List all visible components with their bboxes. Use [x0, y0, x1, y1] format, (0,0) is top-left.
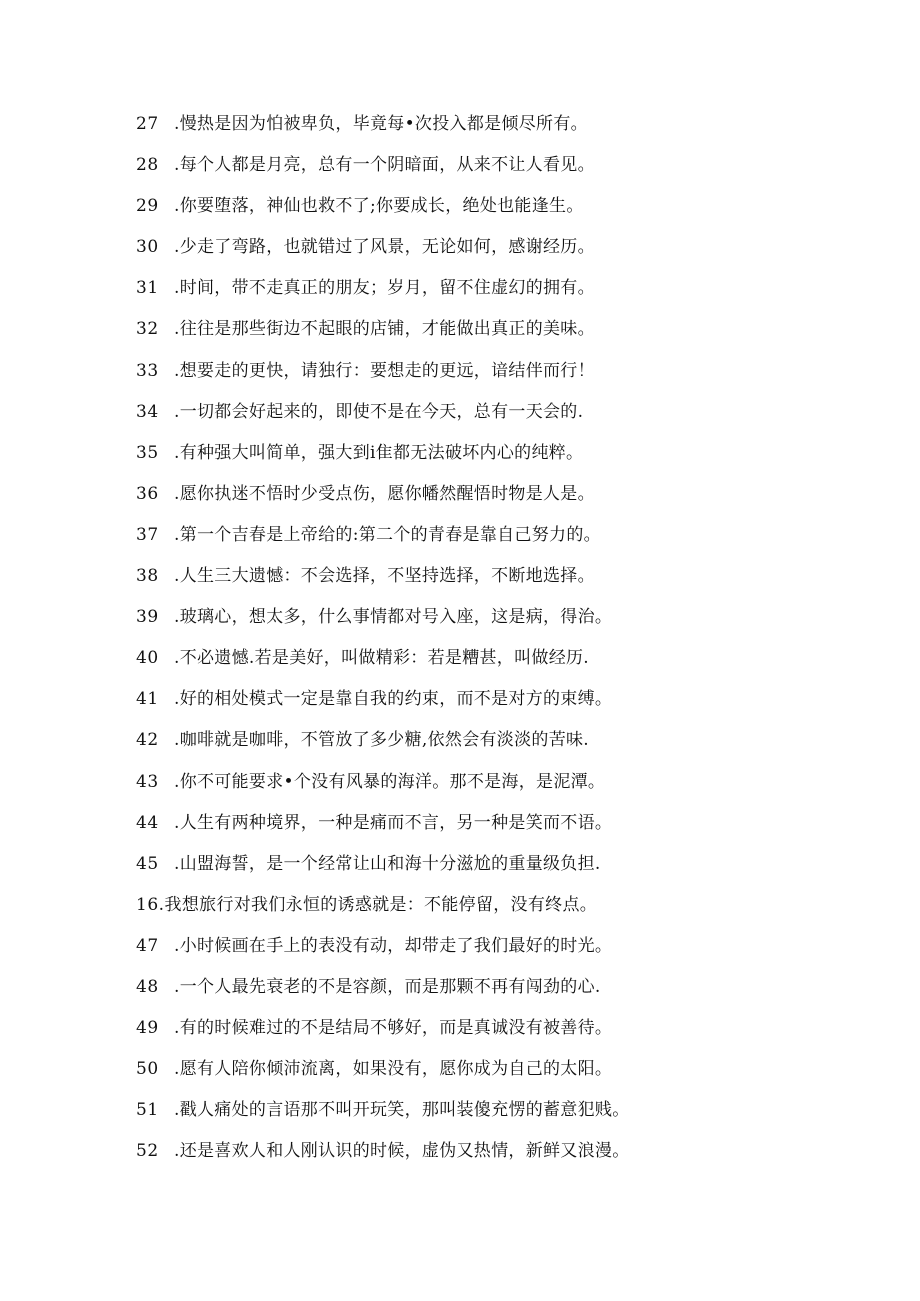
item-number: 34 [136, 401, 159, 422]
item-text: .有的时候难过的不是结局不够好，而是真诚没有被善待。 [174, 1018, 613, 1039]
item-text: .有种强大叫简单，强大到i隹都无法破坏内心的纯粹。 [174, 442, 584, 463]
item-number: 47 [136, 935, 159, 956]
list-item [136, 521, 856, 562]
item-number: 48 [136, 976, 159, 997]
item-text: .小时候画在手上的表没有动，却带走了我们最好的时光。 [174, 935, 613, 956]
list-item [136, 1055, 856, 1096]
item-number: 44 [136, 812, 159, 833]
item-text: .玻璃心，想太多，什么事情都对号入座，这是病，得治。 [174, 607, 613, 628]
quote-list [136, 110, 856, 1178]
item-number: 35 [136, 442, 159, 463]
item-number: 49 [136, 1018, 159, 1039]
list-item [136, 439, 856, 480]
item-text: .一切都会好起来的，即使不是在今天，总有一天会的. [174, 401, 584, 422]
item-text: .人生有两种境界，一种是痛而不言，另一种是笑而不语。 [174, 812, 613, 833]
item-number: 40 [136, 648, 159, 669]
list-item [136, 685, 856, 726]
item-number: 32 [136, 319, 159, 340]
item-text: .每个人都是月亮，总有一个阴暗面，从来不让人看见。 [174, 155, 595, 176]
item-number: 29 [136, 196, 159, 217]
list-item [136, 644, 856, 685]
item-text: .愿有人陪你倾沛流离，如果没有，愿你成为自己的太阳。 [174, 1059, 613, 1080]
item-text: .人生三大遗憾：不会选择，不坚持选择，不断地选择。 [174, 566, 595, 587]
item-text: .想要走的更快，请独行：要想走的更远，谙结伴而行！ [174, 360, 595, 381]
item-number: 31 [136, 278, 159, 299]
list-item [136, 1137, 856, 1178]
item-number: 42 [136, 730, 159, 751]
item-number: 38 [136, 566, 159, 587]
list-item [136, 1096, 856, 1137]
list-item [136, 233, 856, 274]
list-item [136, 850, 856, 891]
list-item [136, 480, 856, 521]
item-number: 30 [136, 237, 159, 258]
item-number: 43 [136, 771, 159, 792]
item-number: 52 [136, 1141, 159, 1162]
item-text: .第一个吉春是上帝给的:第二个的青春是靠自己努力的。 [174, 524, 601, 545]
item-text: .还是喜欢人和人刚认识的时候，虚伪又热情，新鲜又浪漫。 [174, 1141, 630, 1162]
item-number: 37 [136, 524, 159, 545]
item-number: 51 [136, 1100, 159, 1121]
list-item [136, 603, 856, 644]
list-item [136, 973, 856, 1014]
list-item [136, 1014, 856, 1055]
list-item [136, 932, 856, 973]
item-text: .好的相处模式一定是靠自我的约束，而不是对方的束缚。 [174, 689, 613, 710]
list-item [136, 398, 856, 439]
item-number: 28 [136, 155, 159, 176]
item-text: .不必遗憾.若是美好，叫做精彩：若是糟甚，叫做经历. [174, 648, 590, 669]
item-number: 16. [136, 894, 165, 915]
item-text: .咖啡就是咖啡，不管放了多少糖,依然会有淡淡的苦味. [174, 730, 590, 751]
item-text: .慢热是因为怕被卑负，毕竟每•次投入都是倾尽所有。 [174, 114, 588, 134]
item-text: .少走了弯路，也就错过了风景，无论如何，感谢经历。 [174, 237, 595, 258]
list-item [136, 809, 856, 850]
item-text: .你不可能要求•个没有风暴的海洋。那不是海，是泥潭。 [174, 771, 606, 792]
item-number: 41 [136, 689, 159, 710]
item-number: 45 [136, 853, 159, 874]
list-item [136, 110, 856, 151]
item-number: 27 [136, 114, 159, 134]
item-text: .戳人痛处的言语那不叫开玩笑，那叫装傻充愣的蓄意犯贱。 [174, 1100, 630, 1121]
item-number: 39 [136, 607, 159, 628]
list-item [136, 768, 856, 809]
item-number: 33 [136, 360, 159, 381]
item-text: 我想旅行对我们永恒的诱惑就是：不能停留，没有终点。 [164, 894, 598, 915]
item-text: .山盟海誓，是一个经常让山和海十分滋尬的重量级负担. [174, 853, 601, 874]
list-item [136, 192, 856, 233]
list-item [136, 357, 856, 398]
item-text: .时间，带不走真正的朋友；岁月，留不住虚幻的拥有。 [174, 278, 595, 299]
item-number: 50 [136, 1059, 159, 1080]
item-text: .一个人最先衰老的不是容颜，而是那颗不再有闯劲的心. [174, 976, 601, 997]
list-item [136, 274, 856, 315]
item-text: .往往是那些街边不起眼的店铺，才能做出真正的美味。 [174, 319, 595, 340]
list-item [136, 891, 856, 932]
list-item [136, 726, 856, 767]
item-text: .你要堕落，神仙也救不了;你要成长，绝处也能逢生。 [174, 196, 584, 217]
list-item [136, 562, 856, 603]
list-item [136, 315, 856, 356]
list-item [136, 151, 856, 192]
item-number: 36 [136, 483, 159, 504]
item-text: .愿你执迷不悟时少受点伤，愿你幡然醒悟时物是人是。 [174, 483, 595, 504]
